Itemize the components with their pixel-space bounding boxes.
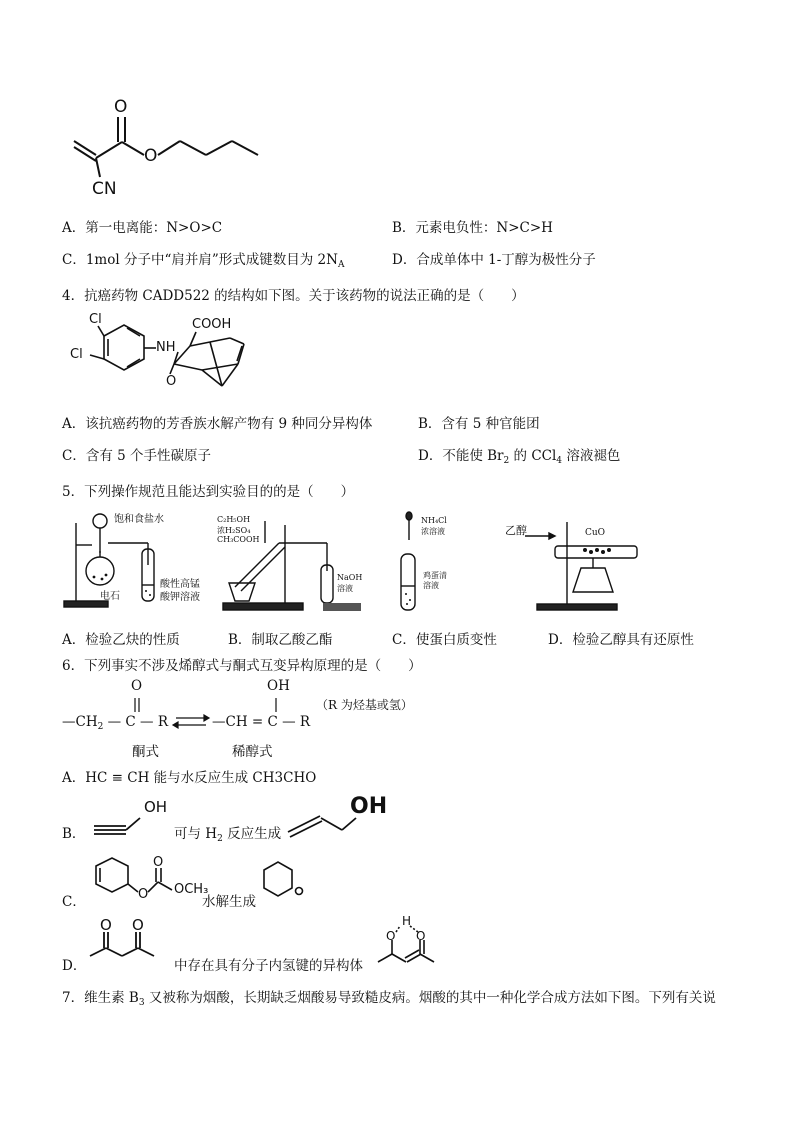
svg-text:O: O	[132, 916, 144, 934]
q6-option-b-text	[174, 822, 281, 844]
svg-text:O: O	[114, 97, 128, 117]
egg-white-label-2: 溶液	[423, 581, 439, 590]
q6-option-b-sub: 2	[217, 834, 223, 844]
nh-label: NH	[156, 340, 176, 355]
enol-hbond-svg	[374, 914, 454, 970]
q6-option-a[interactable]: A．HC ≡ CH 能与水反应生成 CH3CHO	[62, 770, 317, 786]
keto-formula-text-1: —CH	[62, 714, 98, 730]
q3-option-c-text: C．1mol 分子中“肩并肩”形式成键数目为 2N	[62, 252, 338, 268]
svg-text:O: O	[386, 929, 396, 943]
cadd522-structure-figure	[62, 312, 272, 402]
q6-option-d[interactable]	[62, 914, 462, 972]
nh4cl-label-2: 浓溶液	[421, 527, 445, 536]
apparatus-a-figure	[62, 505, 212, 613]
r-group-note: （R 为烃基或氢）	[316, 698, 413, 712]
q5-option-b[interactable]: B．制取乙酸乙酯	[228, 632, 333, 648]
q3-option-c-sub: A	[337, 260, 345, 270]
q6-option-b-text-1: 可与 H	[174, 826, 218, 842]
q6-option-b-label: B．	[62, 826, 86, 842]
naoh-label-2: 溶液	[337, 584, 353, 593]
cn-label: CN	[92, 179, 117, 199]
reagent-label-2: 浓H₂SO₄	[217, 526, 251, 535]
q4-option-d-sub-1: 2	[503, 456, 510, 466]
allyl-oh-label: OH	[350, 794, 388, 819]
cl-label-2: Cl	[70, 347, 83, 362]
nh4cl-label-1: NH₄Cl	[421, 516, 447, 525]
keto-label: 酮式	[132, 744, 159, 760]
apparatus-d-figure	[505, 512, 650, 614]
q6-option-c[interactable]	[62, 852, 322, 910]
enol-formula: —CH = C — R	[212, 714, 311, 730]
keto-formula	[62, 714, 168, 732]
q3-option-b[interactable]: B．元素电负性：N>C>H	[392, 220, 553, 236]
q4-option-d[interactable]	[418, 444, 620, 466]
q5-stem: 5．下列操作规范且能达到实验目的的是（ ）	[62, 484, 355, 500]
apparatus-c-figure	[395, 510, 485, 614]
svg-text:O: O	[138, 887, 149, 902]
svg-text:O: O	[100, 916, 112, 934]
saturated-brine-label: 饱和食盐水	[114, 514, 164, 525]
q6-option-c-text: 水解生成	[202, 894, 256, 910]
q7-stem-text-2: 又被称为烟酸，长期缺乏烟酸易导致糙皮病。烟酸的其中一种化学合成方法如下图。下列有关说	[144, 990, 716, 1006]
q4-option-d-text-3: 溶液褪色	[562, 448, 621, 464]
q6-option-b[interactable]	[62, 794, 402, 842]
q4-option-d-text-1: D．不能使 Br	[418, 448, 504, 464]
ethanol-label: 乙醇	[505, 524, 527, 537]
q7-stem	[62, 986, 716, 1008]
reagent-label-1: C₂H₅OH	[217, 515, 251, 524]
svg-text:O: O	[153, 855, 164, 870]
calcium-carbide-label: 电石	[100, 591, 120, 602]
q6-option-b-text-2: 反应生成	[222, 826, 282, 842]
q6-option-c-label: C．	[62, 894, 86, 910]
cooh-label: COOH	[192, 317, 232, 332]
cl-label-1: Cl	[89, 312, 102, 327]
q4-option-d-sub-2: 4	[556, 456, 563, 466]
enol-label: 稀醇式	[232, 744, 273, 760]
q4-option-c[interactable]: C．含有 5 个手性碳原子	[62, 448, 212, 464]
q4-stem: 4．抗癌药物 CADD522 的结构如下图。关于该药物的说法正确的是（ ）	[62, 288, 525, 304]
propargyl-oh-label: OH	[144, 798, 168, 816]
q6-option-d-label: D．	[62, 958, 87, 974]
enol-oh-label: OH	[267, 678, 290, 694]
svg-text:O: O	[144, 146, 158, 166]
q5-option-c[interactable]: C．使蛋白质变性	[392, 632, 497, 648]
q6-stem: 6．下列事实不涉及烯醇式与酮式互变异构原理的是（ ）	[62, 658, 422, 674]
q4-option-d-text-2: 的 CCl	[509, 448, 557, 464]
q6-option-d-text: 中存在具有分子内氢键的异构体	[174, 958, 363, 974]
q4-option-a[interactable]: A．该抗癌药物的芳香族水解产物有 9 种同分异构体	[62, 416, 373, 432]
acetylacetone-svg	[86, 914, 186, 970]
q7-stem-text-1: 7．维生素 B	[62, 990, 139, 1006]
monomer-structure-figure	[62, 95, 272, 205]
q3-option-a[interactable]: A．第一电离能：N>O>C	[62, 220, 223, 236]
q5-option-d[interactable]: D．检验乙醇具有还原性	[548, 632, 694, 648]
apparatus-b-figure	[215, 515, 365, 613]
cyclohexanone-svg	[258, 854, 308, 910]
q7-stem-sub: 3	[138, 998, 145, 1008]
kmno4-label-2: 酸钾溶液	[160, 592, 200, 603]
hydrogen-bond-h-label: H	[402, 914, 412, 928]
q4-option-b[interactable]: B．含有 5 种官能团	[418, 416, 540, 432]
q3-option-c[interactable]	[62, 248, 344, 270]
svg-text:O: O	[416, 929, 426, 943]
naoh-label-1: NaOH	[337, 573, 363, 582]
och3-label: OCH₃	[174, 882, 209, 897]
keto-formula-sub: 2	[97, 722, 104, 732]
q5-option-a[interactable]: A．检验乙炔的性质	[62, 632, 180, 648]
kmno4-label-1: 酸性高锰	[160, 579, 200, 590]
carbonyl-o-label: O	[166, 374, 177, 389]
keto-formula-text-2: — C — R	[103, 714, 169, 730]
reagent-label-3: CH₃COOH	[217, 535, 260, 544]
egg-white-label-1: 鸡蛋清	[423, 571, 447, 580]
keto-o-label: O	[131, 678, 143, 694]
q3-option-d[interactable]: D．合成单体中 1-丁醇为极性分子	[392, 252, 596, 268]
cuo-label: CuO	[585, 528, 606, 538]
